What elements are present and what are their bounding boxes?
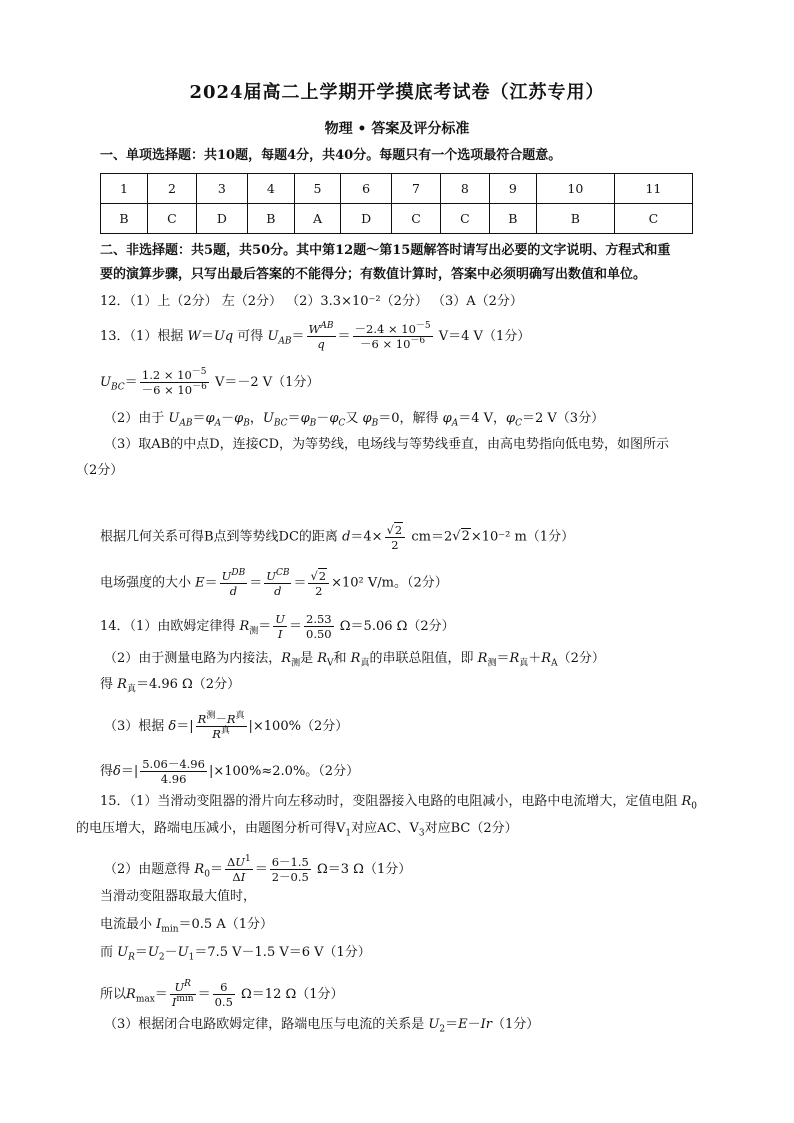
q14-line3: 得 $R_真=4.96$ Ω（2分） [100,677,241,695]
q15-line1: 15．（1）当滑动变阻器的滑片向左移动时，变阻器接入电路的电阻减小，电路中电流增大，定值电阻 $R_0$ [100,794,697,812]
section2-heading-line2: 要的演算步骤，只写出最后答案的不能得分；有数值计算时，答案中必须明确写出数值和单位。 [100,267,647,282]
page-title: 2024届高二上学期开学摸底考试卷（江苏专用） [189,82,605,103]
q13-line1: 13．（1）根据 W＝Uq 可得 $U_{AB}=$ $\frac{W^{AB}}{q}$ ＝ $\frac{-2.4 \times 10^{-5}}{-6 \times 10^{-6}}$ V＝4 V（1分） [100,321,531,351]
question-number-cell: 11 [614,174,692,204]
answer-cell: D [341,204,392,234]
answer-cell: C [148,204,197,234]
q14-line4: （3）根据 δ＝| $\frac{R^测-R^真}{R^真}$ |×100%（2分） [104,711,349,741]
question-number-cell: 10 [536,174,614,204]
q14-line5: 得δ＝| $\frac{5.06-4.96}{4.96}$ |×100%≈2.0%。（2分） [100,757,360,786]
q13-line5: （2分） [76,463,124,478]
question-number-cell: 2 [148,174,197,204]
q15-line5: 电流最小 $I_{min}=0.5$ A（1分） [100,917,273,935]
answer-cell: A [294,204,340,234]
page-subtitle: 物理 • 答案及评分标准 [324,121,470,137]
answer-cell: B [489,204,536,234]
q15-line7: 所以$R_{max}=$ $\frac{U^R}{I^{min}}$ ＝ $\frac{6}{0.5}$ Ω＝12 Ω（1分） [100,979,344,1009]
q14-line1: 14．（1）由欧姆定律得 $R_测=$ $\frac{U}{I}$ ＝ $\frac{2.53}{0.50}$ Ω＝5.06 Ω（2分） [100,612,455,641]
question-number-cell: 1 [101,174,148,204]
q15-line4: 当滑动变阻器取最大值时， [100,889,257,904]
answer-cell: C [614,204,692,234]
question-number-cell: 5 [294,174,340,204]
section1-heading: 一、单项选择题：共10题，每题4分，共40分。每题只有一个选项最符合题意。 [100,148,562,163]
answer-table [100,173,693,234]
question-number-cell: 4 [247,174,294,204]
q13-line3: （2）由于 $U_{AB}=\varphi_A-\varphi_B$，$U_{BC}=\varphi_B-\varphi_C$又 $\varphi_B=0$，解得 $\varphi_A=4$ V，$\varphi_C=2$ V（3分） [104,411,605,429]
answer-cell: B [247,204,294,234]
q15-line8: （3）根据闭合电路欧姆定律，路端电压与电流的关系是 $U_2=E-Ir(1$分） [104,1017,540,1035]
question-number-cell: 3 [196,174,247,204]
q13-line7: 电场强度的大小 E＝ $\frac{U^{DB}}{d}$ ＝ $\frac{U^{CB}}{d}$ ＝ $\frac{√2}{2}$ ×10² V/m。（2分） [100,567,448,598]
q13-line2: $U_{BC}=$ $\frac{1.2 \times 10^{-5}}{-6 \times 10^{-6}}$ V＝－2 V（1分） [100,367,320,397]
q12-answer: 12．（1）上（2分） 左（2分） （2）3.3×10⁻²（2分） （3）A（2分） [100,294,523,309]
question-number-cell: 7 [392,174,441,204]
answer-cell: B [101,204,148,234]
section2-heading-line1: 二、非选择题：共5题，共50分。其中第12题～第15题解答时请写出必要的文字说明、方程式和重 [100,243,671,258]
answer-cell: B [536,204,614,234]
question-number-cell: 8 [440,174,489,204]
question-number-cell: 6 [341,174,392,204]
answer-cell: D [196,204,247,234]
answer-cell: C [392,204,441,234]
answer-table-answer-row [101,204,693,234]
q13-line4: （3）取AB的中点D，连接CD，为等势线，电场线与等势线垂直，由高电势指向低电势，如图所示 [104,437,670,452]
q15-line6: 而 $U_R=U_2-U_1=7.5$ V－1.5 V＝6 V（1分） [100,945,371,963]
answer-table-number-row [101,174,693,204]
q15-line3: （2）由题意得 $R_0=$ $\frac{\Delta U^1}{\Delta I}$ ＝ $\frac{6-1.5}{2-0.5}$ Ω＝3 Ω（1分） [104,854,412,884]
q14-line2: （2）由于测量电路为内接法，$R_测$是 $R_V$和 $R_真$的串联总阻值，即 $R_测=R_真+R_A(2$分） [104,651,605,669]
question-number-cell: 9 [489,174,536,204]
q15-line2: 的电压增大，路端电压减小，由题图分析可得$V_1$对应AC、$V_3$对应BC（2分） [76,821,518,839]
answer-cell: C [440,204,489,234]
q13-line6: 根据几何关系可得B点到等势线DC的距离 d＝4× $\frac{√2}{2}$ cm＝2√2×10⁻² m（1分） [100,523,575,552]
